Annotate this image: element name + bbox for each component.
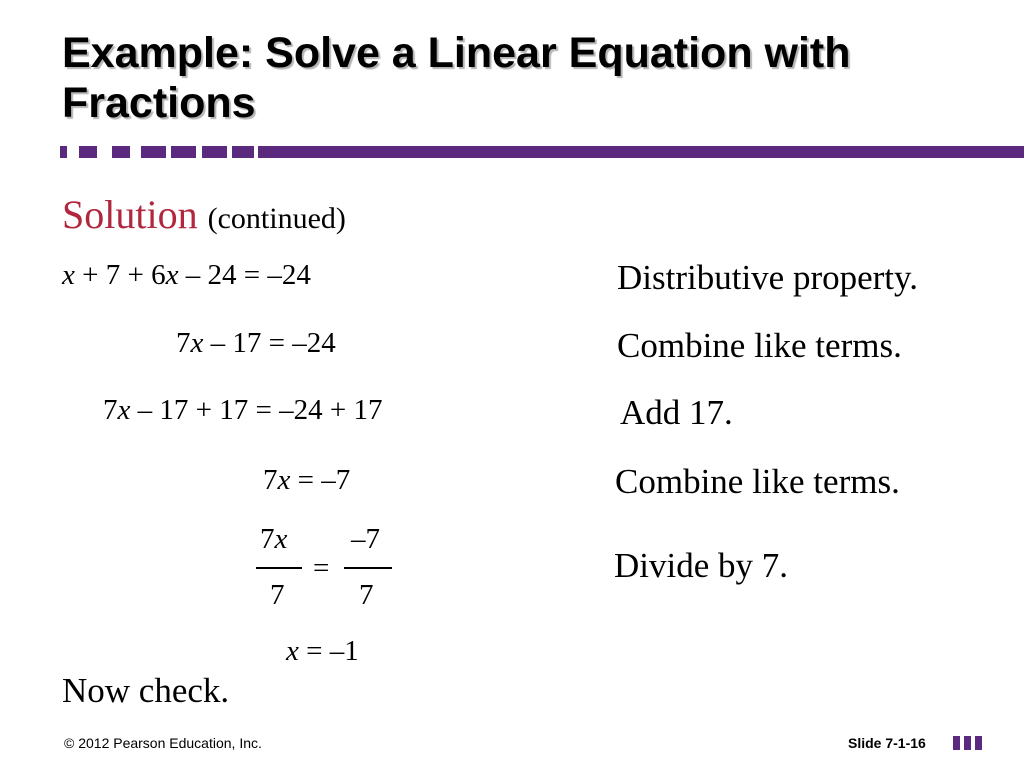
step-note-1: Distributive property. [617,258,919,297]
solution-word: Solution [62,192,198,237]
left-fraction-bar [256,567,302,569]
right-numerator: –7 [351,523,380,555]
equation-step-4: 7x = –7 [263,464,351,496]
footer-bars-icon [953,736,983,750]
equation-step-5 [256,522,396,618]
step-note-4: Combine like terms. [615,462,900,501]
left-denominator: 7 [270,579,285,611]
step-note-2: Combine like terms. [617,326,902,365]
slide-title: Example: Solve a Linear Equation with Fractions [62,29,851,127]
footer-bar [953,736,960,750]
divider-segment [171,146,196,158]
divider-bar [258,146,1024,158]
divider-segment [112,146,130,158]
divider-segment [60,146,67,158]
right-denominator: 7 [359,579,374,611]
continued-label: (continued) [207,202,346,235]
divider-segment [202,146,227,158]
solution-heading [62,192,346,242]
slide-number: Slide 7-1-16 [848,735,926,751]
footer-bar [975,736,982,750]
equation-step-6: x = –1 [286,635,359,667]
divider-segment [141,146,166,158]
right-fraction-bar [344,567,392,569]
step-note-5: Divide by 7. [614,546,789,585]
divider-segment [79,146,97,158]
copyright-text: © 2012 Pearson Education, Inc. [64,735,262,751]
step-note-3: Add 17. [620,393,733,432]
title-divider [0,146,1024,158]
left-numerator: 7x [260,523,288,555]
footer-bar [964,736,971,750]
now-check-text: Now check. [62,671,230,710]
equation-step-3: 7x – 17 + 17 = –24 + 17 [103,394,383,426]
equation-step-1: x + 7 + 6x – 24 = –24 [62,259,311,291]
equation-step-2: 7x – 17 = –24 [176,327,336,359]
divider-segment [232,146,254,158]
fraction-equals: = [313,552,330,584]
